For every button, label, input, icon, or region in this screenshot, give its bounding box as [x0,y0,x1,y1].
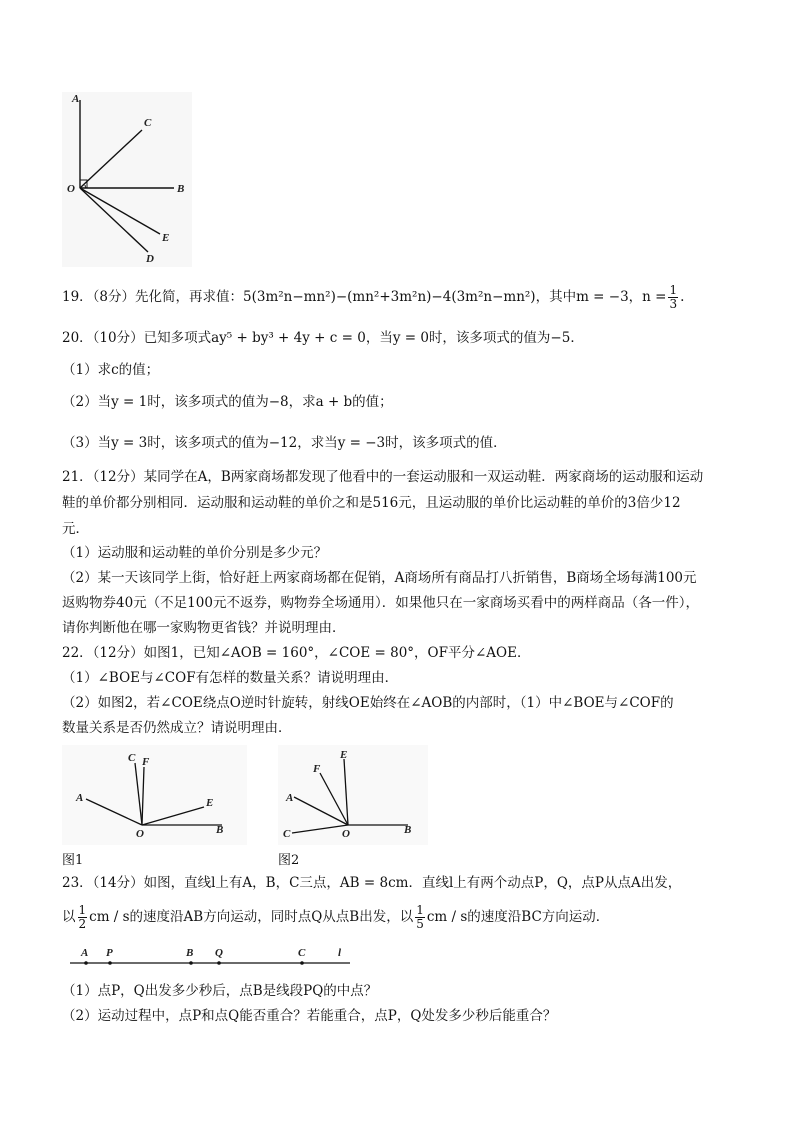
fig2-label-C: C [283,828,291,840]
question-19: 19．（8分）先化简，再求值：5(3m²n−mn²)−(mn²+3m²n)−4(3m²n−mn²)，其中m = −3，n = $\frac{1}{3}$ . [62,283,685,311]
question-20-part-1: （1）求c的值； [62,362,160,378]
fig1-label-E: E [206,797,214,809]
fig1-label-O: O [136,828,144,840]
fig2-label-A: A [286,792,294,804]
fraction-one-fifth: $\frac{1}{5}$ [416,903,424,931]
question-23-part-2: （2）运动过程中，点P和点Q能否重合？若能重合，点P，Q处发多少秒后能重合？ [62,1008,557,1024]
label-D: D [146,253,154,265]
point-Q [217,961,221,965]
question-22-line-1: 22．（12分）如图1，已知∠AOB = 160°，∠COE = 80°，OF平分∠AOE． [62,645,531,661]
question-20-part-3: （3）当y = 3时，该多项式的值为−12，求当y = −3时，该多项式的值． [62,435,507,451]
angle-figure-q18 [62,92,192,267]
fig2-label-B: B [404,824,412,836]
angle-figure-1-q22 [62,745,247,845]
figure-1-caption: 图1 [62,853,84,868]
label-C: C [144,117,152,129]
question-23-line-1: 23．（14分）如图，直线l上有A，B，C三点，AB = 8cm．直线l上有两个动点P，Q，点P从点A出发， [62,875,682,891]
fraction-one-half: $\frac{1}{2}$ [78,903,87,931]
line-figure-q23 [66,944,356,972]
figure-2-caption: 图2 [278,853,300,868]
fig1-label-C: C [128,752,136,764]
question-21-part-1: （1）运动服和运动鞋的单价分别是多少元？ [62,545,328,561]
question-21-part-2-line-3: 请你判断他在哪一家购物更省钱？并说明理由． [62,620,346,636]
question-23-part-1: （1）点P，Q出发多少秒后，点B是线段PQ的中点？ [62,983,378,999]
question-22-part-1: （1）∠BOE与∠COF有怎样的数量关系？请说明理由． [62,670,399,686]
line-label-l: l [338,947,342,959]
point-A [84,961,88,965]
angle-figure-2-q22 [278,745,428,845]
point-P [108,961,112,965]
line-label-C: C [298,947,306,959]
question-22-part-2-line-2: 数量关系是否仍然成立？请说明理由． [62,720,292,736]
label-O: O [67,183,75,195]
label-A: A [72,93,80,105]
label-B: B [177,183,185,195]
line-label-A: A [81,947,89,959]
label-E: E [162,232,170,244]
fig2-label-O: O [342,828,350,840]
question-21-line-1: 21．（12分）某同学在A，B两家商场都发现了他看中的一套运动服和一双运动鞋．两家商场的运动服和运动 [62,469,704,485]
question-20-part-2: （2）当y = 1时，该多项式的值为−8，求a + b的值； [62,394,393,410]
line-label-P: P [106,947,113,959]
line-label-Q: Q [215,947,223,959]
question-21-line-3: 元． [62,521,89,537]
point-C [300,961,304,965]
fig1-label-B: B [216,824,224,836]
question-21-part-2-line-1: （2）某一天该同学上街，恰好赶上两家商场都在促销，A商场所有商品打八折销售，B商场全场每满100元 [62,570,697,586]
question-23-line-2: 以 $\frac{1}{2}$ cm / s的速度沿AB方向运动，同时点Q从点B出发，以 $\frac{1}{5}$ cm / s的速度沿BC方向运动． [62,903,610,931]
question-20: 20．（10分）已知多项式ay⁵ + by³ + 4y + c = 0，当y = 0时，该多项式的值为−5． [62,330,584,346]
fig1-label-A: A [76,792,84,804]
point-B [189,961,193,965]
fig2-label-F: F [313,763,321,775]
question-19-text: 19．（8分）先化简，再求值：5(3m²n−mn²)−(mn²+3m²n)−4(3m²n−mn²)，其中m = −3，n = [62,289,667,305]
question-22-part-2-line-1: （2）如图2，若∠COE绕点O逆时针旋转，射线OE始终在∠AOB的内部时，（1）中∠BOE与∠COF的 [62,695,674,711]
line-label-B: B [186,947,194,959]
fraction-one-third: $\frac{1}{3}$ [669,283,678,311]
question-21-part-2-line-2: 返购物券40元（不足100元不返券，购物券全场通用）．如果他只在一家商场买看中的两样商品（各一件）， [62,595,699,611]
question-21-line-2: 鞋的单价都分别相同．运动服和运动鞋的单价之和是516元，且运动服的单价比运动鞋的单价的3倍少12 [62,495,681,511]
fig1-label-F: F [142,756,150,768]
fig2-label-E: E [340,749,348,761]
